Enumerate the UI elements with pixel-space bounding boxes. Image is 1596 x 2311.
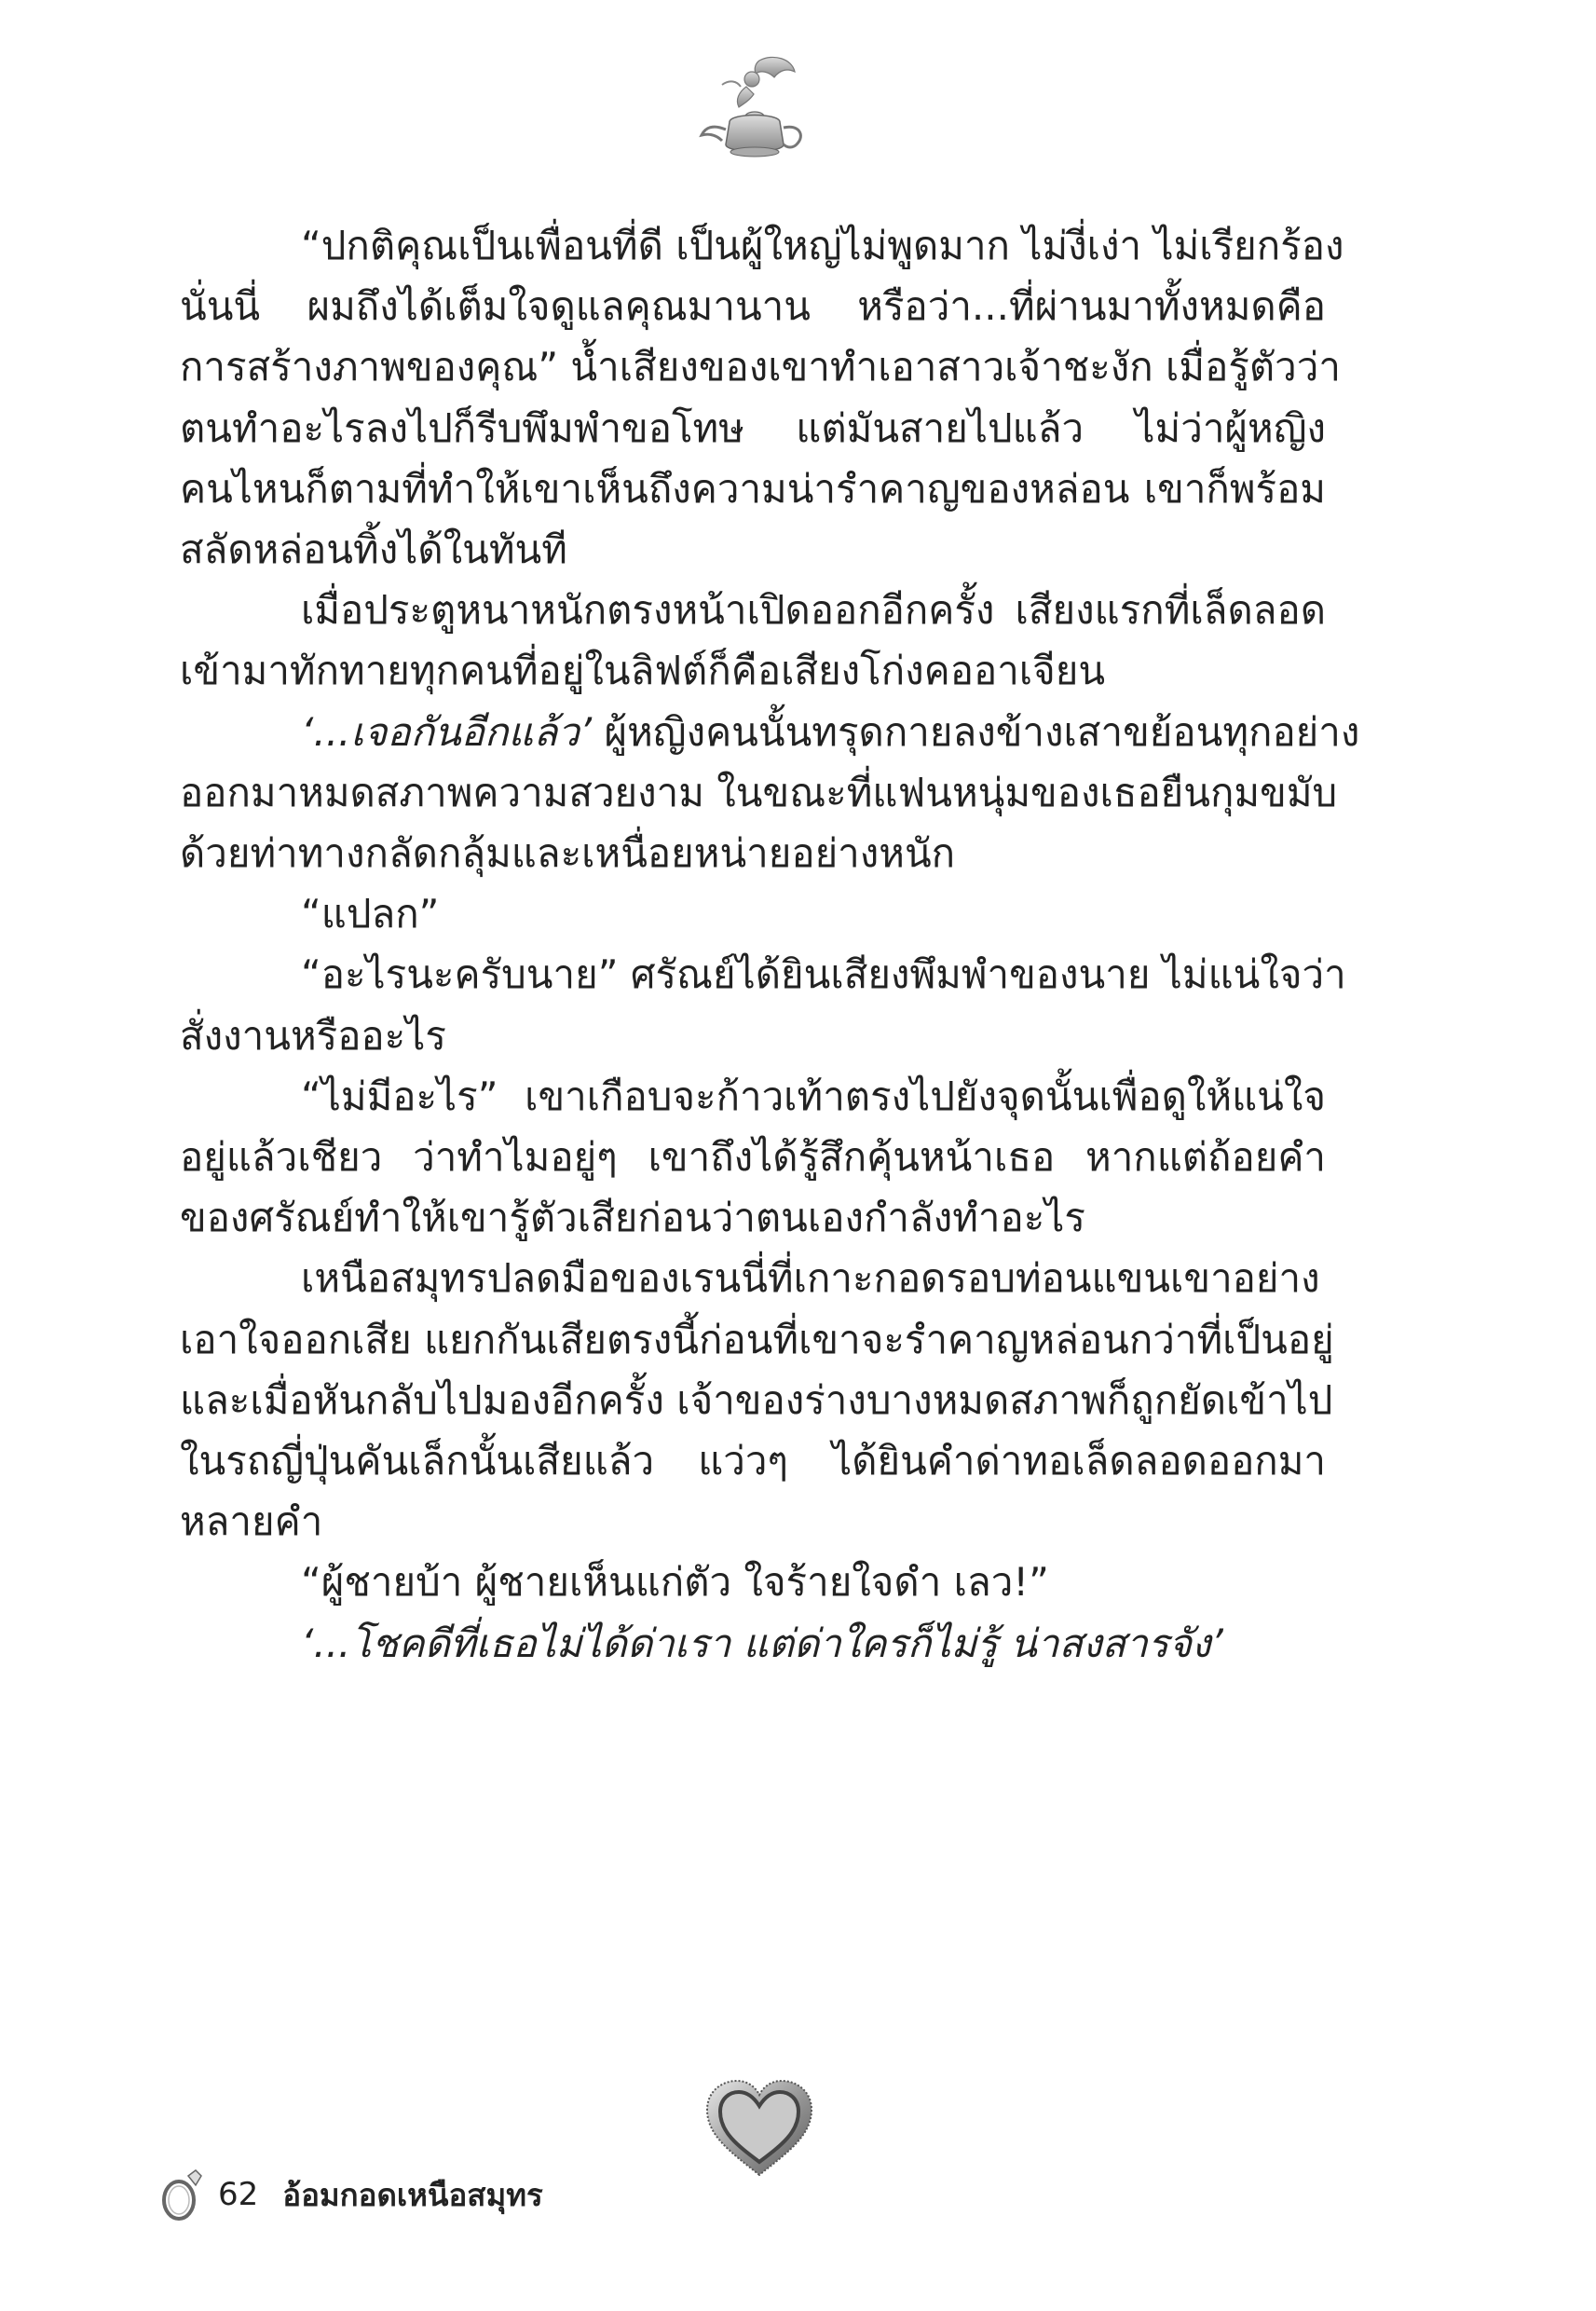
page-number: 62 (218, 2176, 259, 2213)
paragraph (180, 944, 1346, 1065)
text-line: ตนทำอะไรลงไปก็รีบพึมพำขอโทษ แต่มันสายไปแล้ว ไม่ว่าผู้หญิง (180, 404, 1326, 451)
text-line: ออกมาหมดสภาพความสวยงาม ในขณะที่แฟนหนุ่มของเธอยืนกุมขมับ (180, 769, 1338, 815)
text-line: อยู่แล้วเชียว ว่าทำไมอยู่ๆ เขาถึงได้รู้สึกคุ้นหน้าเธอ หากแต่ถ้อยคำ (180, 1134, 1326, 1181)
paragraph (180, 580, 1326, 701)
inner-thought-line: ‘...โชคดีที่เธอไม่ได้ด่าเรา แต่ด่าใครก็ไม่รู้ น่าสงสารจัง’ (301, 1620, 1223, 1666)
paragraph (180, 1066, 1326, 1249)
heart-ornament-icon (703, 2078, 815, 2181)
text-fragment: ผู้หญิงคนนั้นทรุดกายลงข้างเสาขย้อนทุกอย่าง (592, 708, 1360, 755)
text-line: เหนือสมุทรปลดมือของเรนนี่ที่เกาะกอดรอบท่อนแขนเขาอย่าง (301, 1255, 1320, 1302)
inner-thought: ‘...เจอกันอีกแล้ว’ (301, 708, 593, 755)
paragraph (180, 702, 1360, 884)
text-line: เมื่อประตูหนาหนักตรงหน้าเปิดออกอีกครั้ง เสียงแรกที่เล็ดลอด (301, 587, 1326, 634)
text-line: คนไหนก็ตามที่ทำให้เขาเห็นถึงความน่ารำคาญของหล่อน เขาก็พร้อม (180, 465, 1326, 512)
diamond-ring-icon (158, 2167, 205, 2222)
text-line: เอาใจออกเสีย แยกกันเสียตรงนี้ก่อนที่เขาจะรำคาญหล่อนกว่าที่เป็นอยู่ (180, 1316, 1334, 1362)
text-line: “ผู้ชายบ้า ผู้ชายเห็นแก่ตัว ใจร้ายใจดำ เลว!” (301, 1559, 1049, 1606)
paragraph (180, 1613, 1326, 1674)
text-line: และเมื่อหันกลับไปมองอีกครั้ง เจ้าของร่างบางหมดสภาพก็ถูกยัดเข้าไป (180, 1376, 1333, 1423)
paragraph (180, 883, 1326, 944)
text-line: ด้วยท่าทางกลัดกลุ้มและเหนื่อยหน่ายอย่างหนัก (180, 830, 956, 877)
text-line: ของศรัณย์ทำให้เขารู้ตัวเสียก่อนว่าตนเองกำลังทำอะไร (180, 1195, 1085, 1241)
text-line: นั่นนี่ ผมถึงได้เต็มใจดูแลคุณมานาน หรือว่า...ที่ผ่านมาทั้งหมดคือ (180, 283, 1326, 330)
paragraph (180, 1248, 1334, 1552)
text-line: “อะไรนะครับนาย” ศรัณย์ได้ยินเสียงพึมพำของนาย ไม่แน่ใจว่า (301, 951, 1346, 998)
page-body (180, 215, 1360, 1674)
text-line: “ปกติคุณเป็นเพื่อนที่ดี เป็นผู้ใหญ่ไม่พูดมาก ไม่งี่เง่า ไม่เรียกร้อง (301, 223, 1344, 268)
cupid-teapot-ornament-icon (694, 51, 815, 172)
paragraph (180, 1552, 1326, 1612)
text-line: หลายคำ (180, 1498, 323, 1545)
text-line: “ไม่มีอะไร” เขาเกือบจะก้าวเท้าตรงไปยังจุดนั้นเพื่อดูให้แน่ใจ (301, 1073, 1326, 1119)
text-line: การสร้างภาพของคุณ” น้ำเสียงของเขาทำเอาสาวเจ้าชะงัก เมื่อรู้ตัวว่า (180, 344, 1341, 390)
text-line: สลัดหล่อนทิ้งได้ในทันที (180, 526, 567, 573)
text-line: สั่งงานหรืออะไร (180, 1012, 446, 1059)
text-line: “แปลก” (301, 891, 440, 937)
text-line (301, 702, 1360, 762)
text-line: ในรถญี่ปุ่นคันเล็กนั้นเสียแล้ว แว่วๆ ได้ยินคำด่าทอเล็ดลอดออกมา (180, 1438, 1326, 1484)
page-footer (158, 2167, 543, 2222)
book-title: อ้อมกอดเหนือสมุทร (282, 2176, 543, 2213)
paragraph (180, 215, 1344, 580)
text-line: เข้ามาทักทายทุกคนที่อยู่ในลิฟต์ก็คือเสียงโก่งคออาเจียน (180, 648, 1106, 694)
